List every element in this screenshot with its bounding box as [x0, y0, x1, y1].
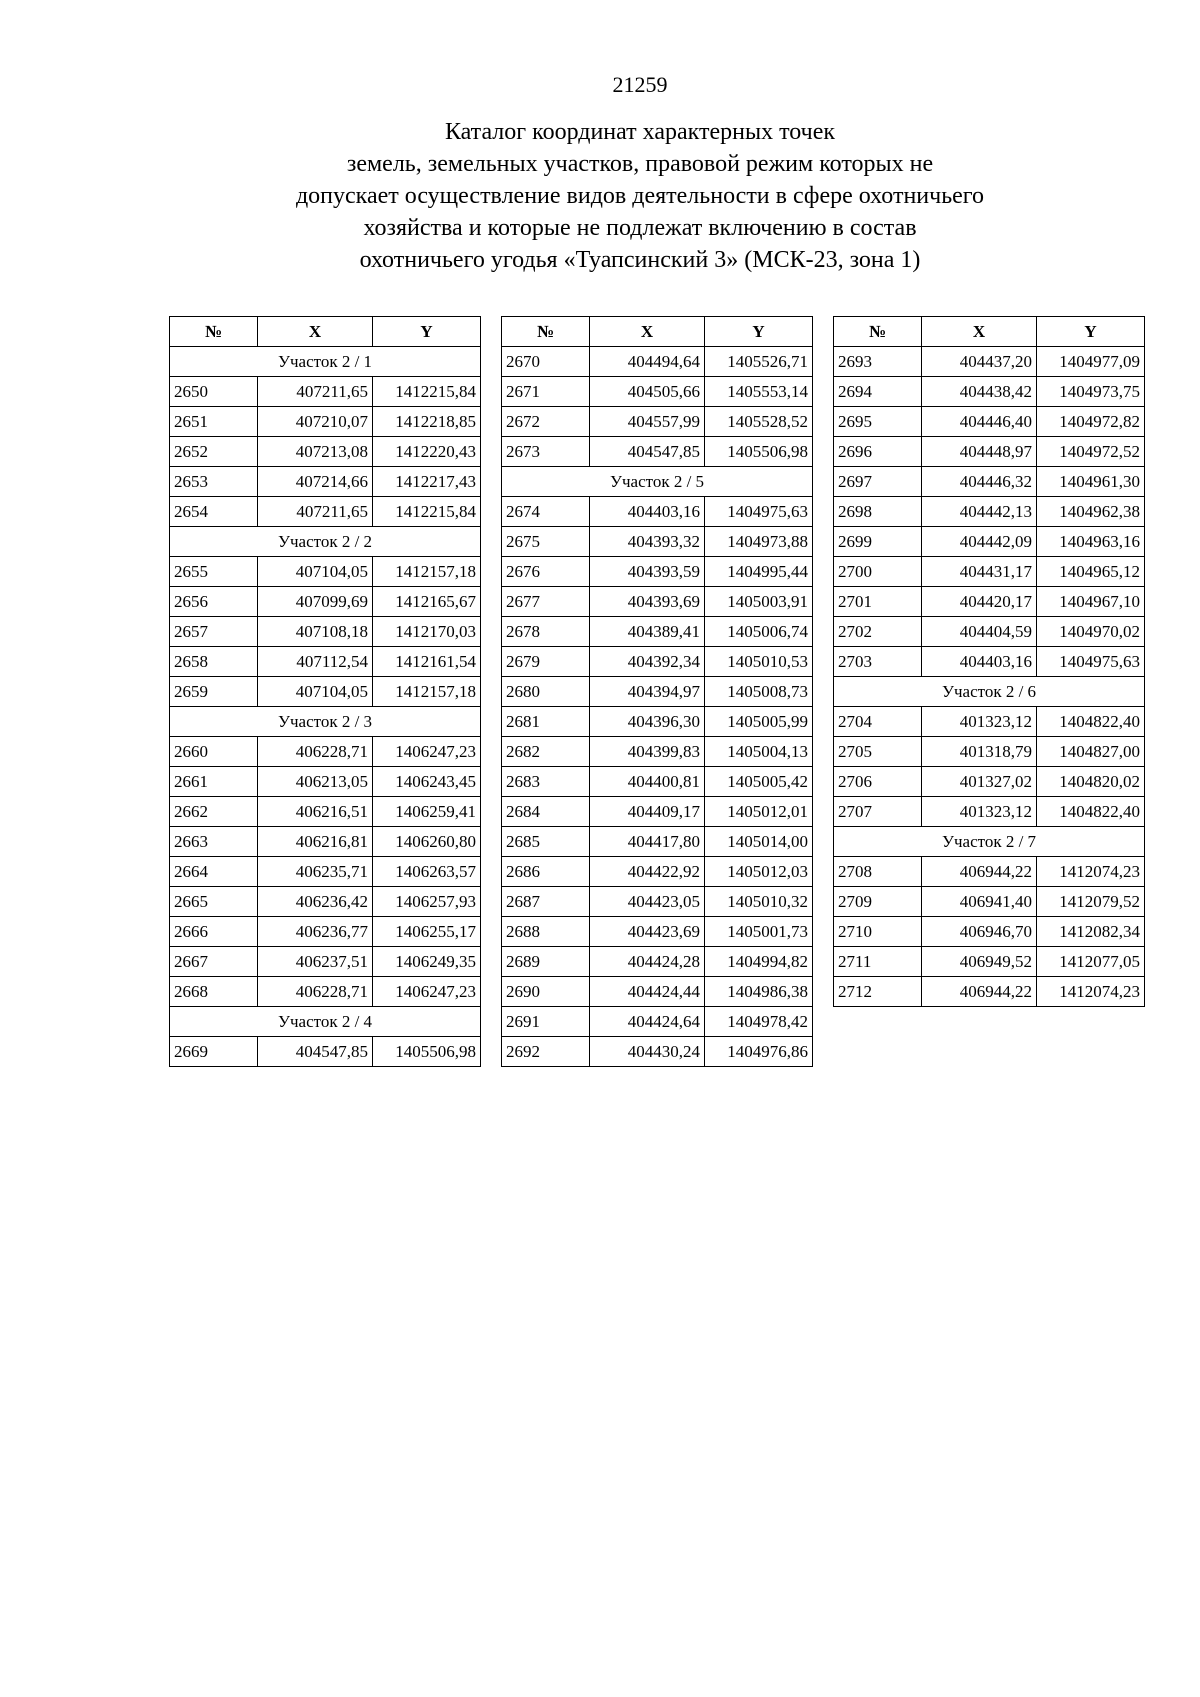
table-row	[170, 647, 481, 677]
table-row	[170, 797, 481, 827]
y-coordinate: 1412220,43	[373, 437, 481, 467]
y-coordinate: 1412074,23	[1037, 857, 1145, 887]
y-coordinate: 1404978,42	[705, 1007, 813, 1037]
x-coordinate: 404396,30	[590, 707, 705, 737]
x-coordinate: 404448,97	[922, 437, 1037, 467]
y-coordinate: 1405010,53	[705, 647, 813, 677]
y-coordinate: 1406243,45	[373, 767, 481, 797]
y-coordinate: 1404961,30	[1037, 467, 1145, 497]
table-row	[834, 857, 1145, 887]
y-coordinate: 1406247,23	[373, 737, 481, 767]
y-coordinate: 1412157,18	[373, 557, 481, 587]
table-row	[834, 737, 1145, 767]
point-number: 2680	[502, 677, 590, 707]
y-coordinate: 1404976,86	[705, 1037, 813, 1067]
y-coordinate: 1405001,73	[705, 917, 813, 947]
x-coordinate: 406236,77	[258, 917, 373, 947]
y-coordinate: 1412170,03	[373, 617, 481, 647]
point-number: 2692	[502, 1037, 590, 1067]
table-row	[502, 707, 813, 737]
point-number: 2651	[170, 407, 258, 437]
title-line: хозяйства и которые не подлежат включению в состав	[363, 215, 917, 241]
x-coordinate: 406946,70	[922, 917, 1037, 947]
point-number: 2679	[502, 647, 590, 677]
y-coordinate: 1405005,99	[705, 707, 813, 737]
y-coordinate: 1406260,80	[373, 827, 481, 857]
point-number: 2712	[834, 977, 922, 1007]
y-coordinate: 1412082,34	[1037, 917, 1145, 947]
y-coordinate: 1404973,75	[1037, 377, 1145, 407]
x-coordinate: 404442,09	[922, 527, 1037, 557]
x-coordinate: 404403,16	[590, 497, 705, 527]
point-number: 2708	[834, 857, 922, 887]
table-row	[834, 527, 1145, 557]
x-coordinate: 404399,83	[590, 737, 705, 767]
y-coordinate: 1404963,16	[1037, 527, 1145, 557]
point-number: 2702	[834, 617, 922, 647]
section-row	[834, 827, 1145, 857]
point-number: 2676	[502, 557, 590, 587]
y-coordinate: 1405014,00	[705, 827, 813, 857]
point-number: 2687	[502, 887, 590, 917]
x-coordinate: 404438,42	[922, 377, 1037, 407]
table-row	[502, 827, 813, 857]
table-row	[834, 467, 1145, 497]
y-coordinate: 1405553,14	[705, 377, 813, 407]
table-row	[170, 917, 481, 947]
table-row	[834, 347, 1145, 377]
x-coordinate: 404420,17	[922, 587, 1037, 617]
point-number: 2657	[170, 617, 258, 647]
x-coordinate: 406949,52	[922, 947, 1037, 977]
x-coordinate: 404557,99	[590, 407, 705, 437]
y-coordinate: 1404972,52	[1037, 437, 1145, 467]
coordinate-table-1	[169, 316, 481, 1067]
table-row	[170, 557, 481, 587]
x-coordinate: 404393,32	[590, 527, 705, 557]
table-row	[834, 707, 1145, 737]
x-coordinate: 407210,07	[258, 407, 373, 437]
point-number: 2690	[502, 977, 590, 1007]
y-coordinate: 1405506,98	[705, 437, 813, 467]
point-number: 2693	[834, 347, 922, 377]
table-row	[834, 617, 1145, 647]
y-coordinate: 1404972,82	[1037, 407, 1145, 437]
table-row	[170, 677, 481, 707]
x-coordinate: 407099,69	[258, 587, 373, 617]
point-number: 2672	[502, 407, 590, 437]
point-number: 2661	[170, 767, 258, 797]
point-number: 2664	[170, 857, 258, 887]
y-coordinate: 1404822,40	[1037, 707, 1145, 737]
point-number: 2710	[834, 917, 922, 947]
table-row	[834, 407, 1145, 437]
x-coordinate: 404392,34	[590, 647, 705, 677]
table-row	[502, 1037, 813, 1067]
x-coordinate: 407211,65	[258, 497, 373, 527]
table-row	[834, 557, 1145, 587]
y-coordinate: 1405003,91	[705, 587, 813, 617]
x-coordinate: 407211,65	[258, 377, 373, 407]
table-row	[502, 377, 813, 407]
table-row	[170, 437, 481, 467]
section-label: Участок 2 / 4	[170, 1007, 481, 1037]
y-coordinate: 1405008,73	[705, 677, 813, 707]
y-coordinate: 1404965,12	[1037, 557, 1145, 587]
y-column-header: Y	[373, 317, 481, 347]
table-row	[834, 947, 1145, 977]
x-coordinate: 404403,16	[922, 647, 1037, 677]
table-row	[834, 497, 1145, 527]
table-row	[170, 977, 481, 1007]
title-line: допускает осуществление видов деятельности в сфере охотничьего	[295, 183, 985, 209]
point-number: 2696	[834, 437, 922, 467]
y-coordinate: 1404962,38	[1037, 497, 1145, 527]
y-coordinate: 1412218,85	[373, 407, 481, 437]
y-coordinate: 1412079,52	[1037, 887, 1145, 917]
x-coordinate: 406228,71	[258, 737, 373, 767]
y-column-header: Y	[705, 317, 813, 347]
x-column-header: X	[922, 317, 1037, 347]
y-coordinate: 1404967,10	[1037, 587, 1145, 617]
x-coordinate: 404494,64	[590, 347, 705, 377]
table-row	[502, 647, 813, 677]
section-row	[170, 707, 481, 737]
point-number: 2650	[170, 377, 258, 407]
point-number: 2663	[170, 827, 258, 857]
y-coordinate: 1412217,43	[373, 467, 481, 497]
number-column-header: №	[834, 317, 922, 347]
y-coordinate: 1405526,71	[705, 347, 813, 377]
y-coordinate: 1404986,38	[705, 977, 813, 1007]
x-coordinate: 406235,71	[258, 857, 373, 887]
y-coordinate: 1412077,05	[1037, 947, 1145, 977]
x-coordinate: 404404,59	[922, 617, 1037, 647]
table-row	[834, 977, 1145, 1007]
table-row	[502, 887, 813, 917]
table-row	[502, 767, 813, 797]
point-number: 2686	[502, 857, 590, 887]
table-row	[170, 857, 481, 887]
table-row	[170, 407, 481, 437]
point-number: 2701	[834, 587, 922, 617]
x-coordinate: 407112,54	[258, 647, 373, 677]
x-coordinate: 404424,28	[590, 947, 705, 977]
y-coordinate: 1406263,57	[373, 857, 481, 887]
x-coordinate: 406213,05	[258, 767, 373, 797]
y-coordinate: 1404973,88	[705, 527, 813, 557]
section-label: Участок 2 / 6	[834, 677, 1145, 707]
point-number: 2683	[502, 767, 590, 797]
table-row	[170, 497, 481, 527]
point-number: 2681	[502, 707, 590, 737]
y-coordinate: 1404822,40	[1037, 797, 1145, 827]
point-number: 2700	[834, 557, 922, 587]
table-row	[502, 857, 813, 887]
x-coordinate: 406237,51	[258, 947, 373, 977]
point-number: 2665	[170, 887, 258, 917]
x-column-header: X	[258, 317, 373, 347]
y-coordinate: 1406247,23	[373, 977, 481, 1007]
point-number: 2669	[170, 1037, 258, 1067]
point-number: 2678	[502, 617, 590, 647]
point-number: 2677	[502, 587, 590, 617]
point-number: 2707	[834, 797, 922, 827]
point-number: 2697	[834, 467, 922, 497]
table-row	[502, 527, 813, 557]
point-number: 2699	[834, 527, 922, 557]
x-coordinate: 406941,40	[922, 887, 1037, 917]
y-coordinate: 1405528,52	[705, 407, 813, 437]
x-coordinate: 406228,71	[258, 977, 373, 1007]
y-coordinate: 1404975,63	[1037, 647, 1145, 677]
section-label: Участок 2 / 5	[502, 467, 813, 497]
point-number: 2660	[170, 737, 258, 767]
y-coordinate: 1405012,03	[705, 857, 813, 887]
point-number: 2709	[834, 887, 922, 917]
y-coordinate: 1405006,74	[705, 617, 813, 647]
x-column-header: X	[590, 317, 705, 347]
table-row	[502, 1007, 813, 1037]
point-number: 2706	[834, 767, 922, 797]
x-coordinate: 407108,18	[258, 617, 373, 647]
table-row	[502, 347, 813, 377]
header-row	[170, 317, 481, 347]
x-coordinate: 404505,66	[590, 377, 705, 407]
x-coordinate: 404423,69	[590, 917, 705, 947]
point-number: 2691	[502, 1007, 590, 1037]
section-label: Участок 2 / 3	[170, 707, 481, 737]
point-number: 2711	[834, 947, 922, 977]
header-row	[834, 317, 1145, 347]
table-row	[170, 377, 481, 407]
y-coordinate: 1412165,67	[373, 587, 481, 617]
point-number: 2694	[834, 377, 922, 407]
point-number: 2705	[834, 737, 922, 767]
x-coordinate: 406944,22	[922, 977, 1037, 1007]
y-column-header: Y	[1037, 317, 1145, 347]
y-coordinate: 1405012,01	[705, 797, 813, 827]
table-row	[834, 377, 1145, 407]
y-coordinate: 1406259,41	[373, 797, 481, 827]
x-coordinate: 404394,97	[590, 677, 705, 707]
table-row	[170, 467, 481, 497]
point-number: 2654	[170, 497, 258, 527]
table-row	[502, 797, 813, 827]
table-row	[502, 917, 813, 947]
x-coordinate: 404409,17	[590, 797, 705, 827]
y-coordinate: 1406257,93	[373, 887, 481, 917]
x-coordinate: 404393,69	[590, 587, 705, 617]
table-row	[834, 917, 1145, 947]
point-number: 2671	[502, 377, 590, 407]
table-row	[170, 737, 481, 767]
x-coordinate: 404424,64	[590, 1007, 705, 1037]
section-row	[834, 677, 1145, 707]
x-coordinate: 404547,85	[258, 1037, 373, 1067]
table-row	[502, 587, 813, 617]
point-number: 2670	[502, 347, 590, 377]
x-coordinate: 404423,05	[590, 887, 705, 917]
point-number: 2685	[502, 827, 590, 857]
coordinate-table-3	[833, 316, 1145, 1007]
y-coordinate: 1404970,02	[1037, 617, 1145, 647]
table-row	[170, 587, 481, 617]
point-number: 2667	[170, 947, 258, 977]
section-label: Участок 2 / 7	[834, 827, 1145, 857]
x-coordinate: 404430,24	[590, 1037, 705, 1067]
point-number: 2666	[170, 917, 258, 947]
y-coordinate: 1404994,82	[705, 947, 813, 977]
y-coordinate: 1404977,09	[1037, 347, 1145, 377]
table-row	[834, 887, 1145, 917]
table-row	[834, 587, 1145, 617]
x-coordinate: 406216,51	[258, 797, 373, 827]
point-number: 2653	[170, 467, 258, 497]
x-coordinate: 406944,22	[922, 857, 1037, 887]
point-number: 2695	[834, 407, 922, 437]
table-row	[502, 737, 813, 767]
x-coordinate: 407104,05	[258, 557, 373, 587]
x-coordinate: 404424,44	[590, 977, 705, 1007]
table-row	[502, 437, 813, 467]
coordinate-table-2	[501, 316, 813, 1067]
table-row	[834, 767, 1145, 797]
table-row	[170, 887, 481, 917]
section-label: Участок 2 / 1	[170, 347, 481, 377]
table-row	[502, 947, 813, 977]
table-row	[834, 797, 1145, 827]
page-number: 21259	[612, 72, 668, 97]
point-number: 2682	[502, 737, 590, 767]
point-number: 2673	[502, 437, 590, 467]
point-number: 2689	[502, 947, 590, 977]
x-coordinate: 404400,81	[590, 767, 705, 797]
x-coordinate: 404417,80	[590, 827, 705, 857]
header-row	[502, 317, 813, 347]
point-number: 2655	[170, 557, 258, 587]
y-coordinate: 1412161,54	[373, 647, 481, 677]
table-row	[502, 977, 813, 1007]
x-coordinate: 401318,79	[922, 737, 1037, 767]
x-coordinate: 401323,12	[922, 707, 1037, 737]
y-coordinate: 1406249,35	[373, 947, 481, 977]
section-label: Участок 2 / 2	[170, 527, 481, 557]
section-row	[502, 467, 813, 497]
x-coordinate: 404442,13	[922, 497, 1037, 527]
table-row	[170, 767, 481, 797]
y-coordinate: 1412074,23	[1037, 977, 1145, 1007]
title-line: охотничьего угодья «Туапсинский 3» (МСК-23, зона 1)	[359, 247, 921, 273]
y-coordinate: 1405010,32	[705, 887, 813, 917]
y-coordinate: 1405506,98	[373, 1037, 481, 1067]
table-row	[502, 407, 813, 437]
section-row	[170, 527, 481, 557]
point-number: 2674	[502, 497, 590, 527]
number-column-header: №	[170, 317, 258, 347]
x-coordinate: 404393,59	[590, 557, 705, 587]
point-number: 2704	[834, 707, 922, 737]
table-row	[502, 617, 813, 647]
title-line: Каталог координат характерных точек	[444, 119, 836, 145]
x-coordinate: 407214,66	[258, 467, 373, 497]
point-number: 2703	[834, 647, 922, 677]
title-line: земель, земельных участков, правовой режим которых не	[346, 151, 934, 177]
x-coordinate: 401323,12	[922, 797, 1037, 827]
table-row	[170, 947, 481, 977]
x-coordinate: 404389,41	[590, 617, 705, 647]
y-coordinate: 1412157,18	[373, 677, 481, 707]
x-coordinate: 406216,81	[258, 827, 373, 857]
x-coordinate: 404446,32	[922, 467, 1037, 497]
table-row	[170, 617, 481, 647]
x-coordinate: 404446,40	[922, 407, 1037, 437]
section-row	[170, 1007, 481, 1037]
x-coordinate: 404431,17	[922, 557, 1037, 587]
table-row	[502, 497, 813, 527]
table-row	[834, 647, 1145, 677]
table-row	[502, 557, 813, 587]
table-row	[170, 827, 481, 857]
x-coordinate: 401327,02	[922, 767, 1037, 797]
point-number: 2688	[502, 917, 590, 947]
point-number: 2656	[170, 587, 258, 617]
table-row	[170, 1037, 481, 1067]
document-title	[0, 116, 1200, 276]
point-number: 2659	[170, 677, 258, 707]
point-number: 2675	[502, 527, 590, 557]
y-coordinate: 1412215,84	[373, 497, 481, 527]
point-number: 2662	[170, 797, 258, 827]
point-number: 2668	[170, 977, 258, 1007]
y-coordinate: 1404975,63	[705, 497, 813, 527]
table-row	[502, 677, 813, 707]
point-number: 2698	[834, 497, 922, 527]
point-number: 2652	[170, 437, 258, 467]
point-number: 2684	[502, 797, 590, 827]
table-row	[834, 437, 1145, 467]
x-coordinate: 404422,92	[590, 857, 705, 887]
x-coordinate: 407104,05	[258, 677, 373, 707]
y-coordinate: 1404820,02	[1037, 767, 1145, 797]
point-number: 2658	[170, 647, 258, 677]
y-coordinate: 1404995,44	[705, 557, 813, 587]
x-coordinate: 406236,42	[258, 887, 373, 917]
x-coordinate: 407213,08	[258, 437, 373, 467]
section-row	[170, 347, 481, 377]
y-coordinate: 1405004,13	[705, 737, 813, 767]
number-column-header: №	[502, 317, 590, 347]
x-coordinate: 404547,85	[590, 437, 705, 467]
y-coordinate: 1404827,00	[1037, 737, 1145, 767]
coordinate-tables	[0, 316, 1200, 1216]
y-coordinate: 1406255,17	[373, 917, 481, 947]
y-coordinate: 1405005,42	[705, 767, 813, 797]
x-coordinate: 404437,20	[922, 347, 1037, 377]
y-coordinate: 1412215,84	[373, 377, 481, 407]
